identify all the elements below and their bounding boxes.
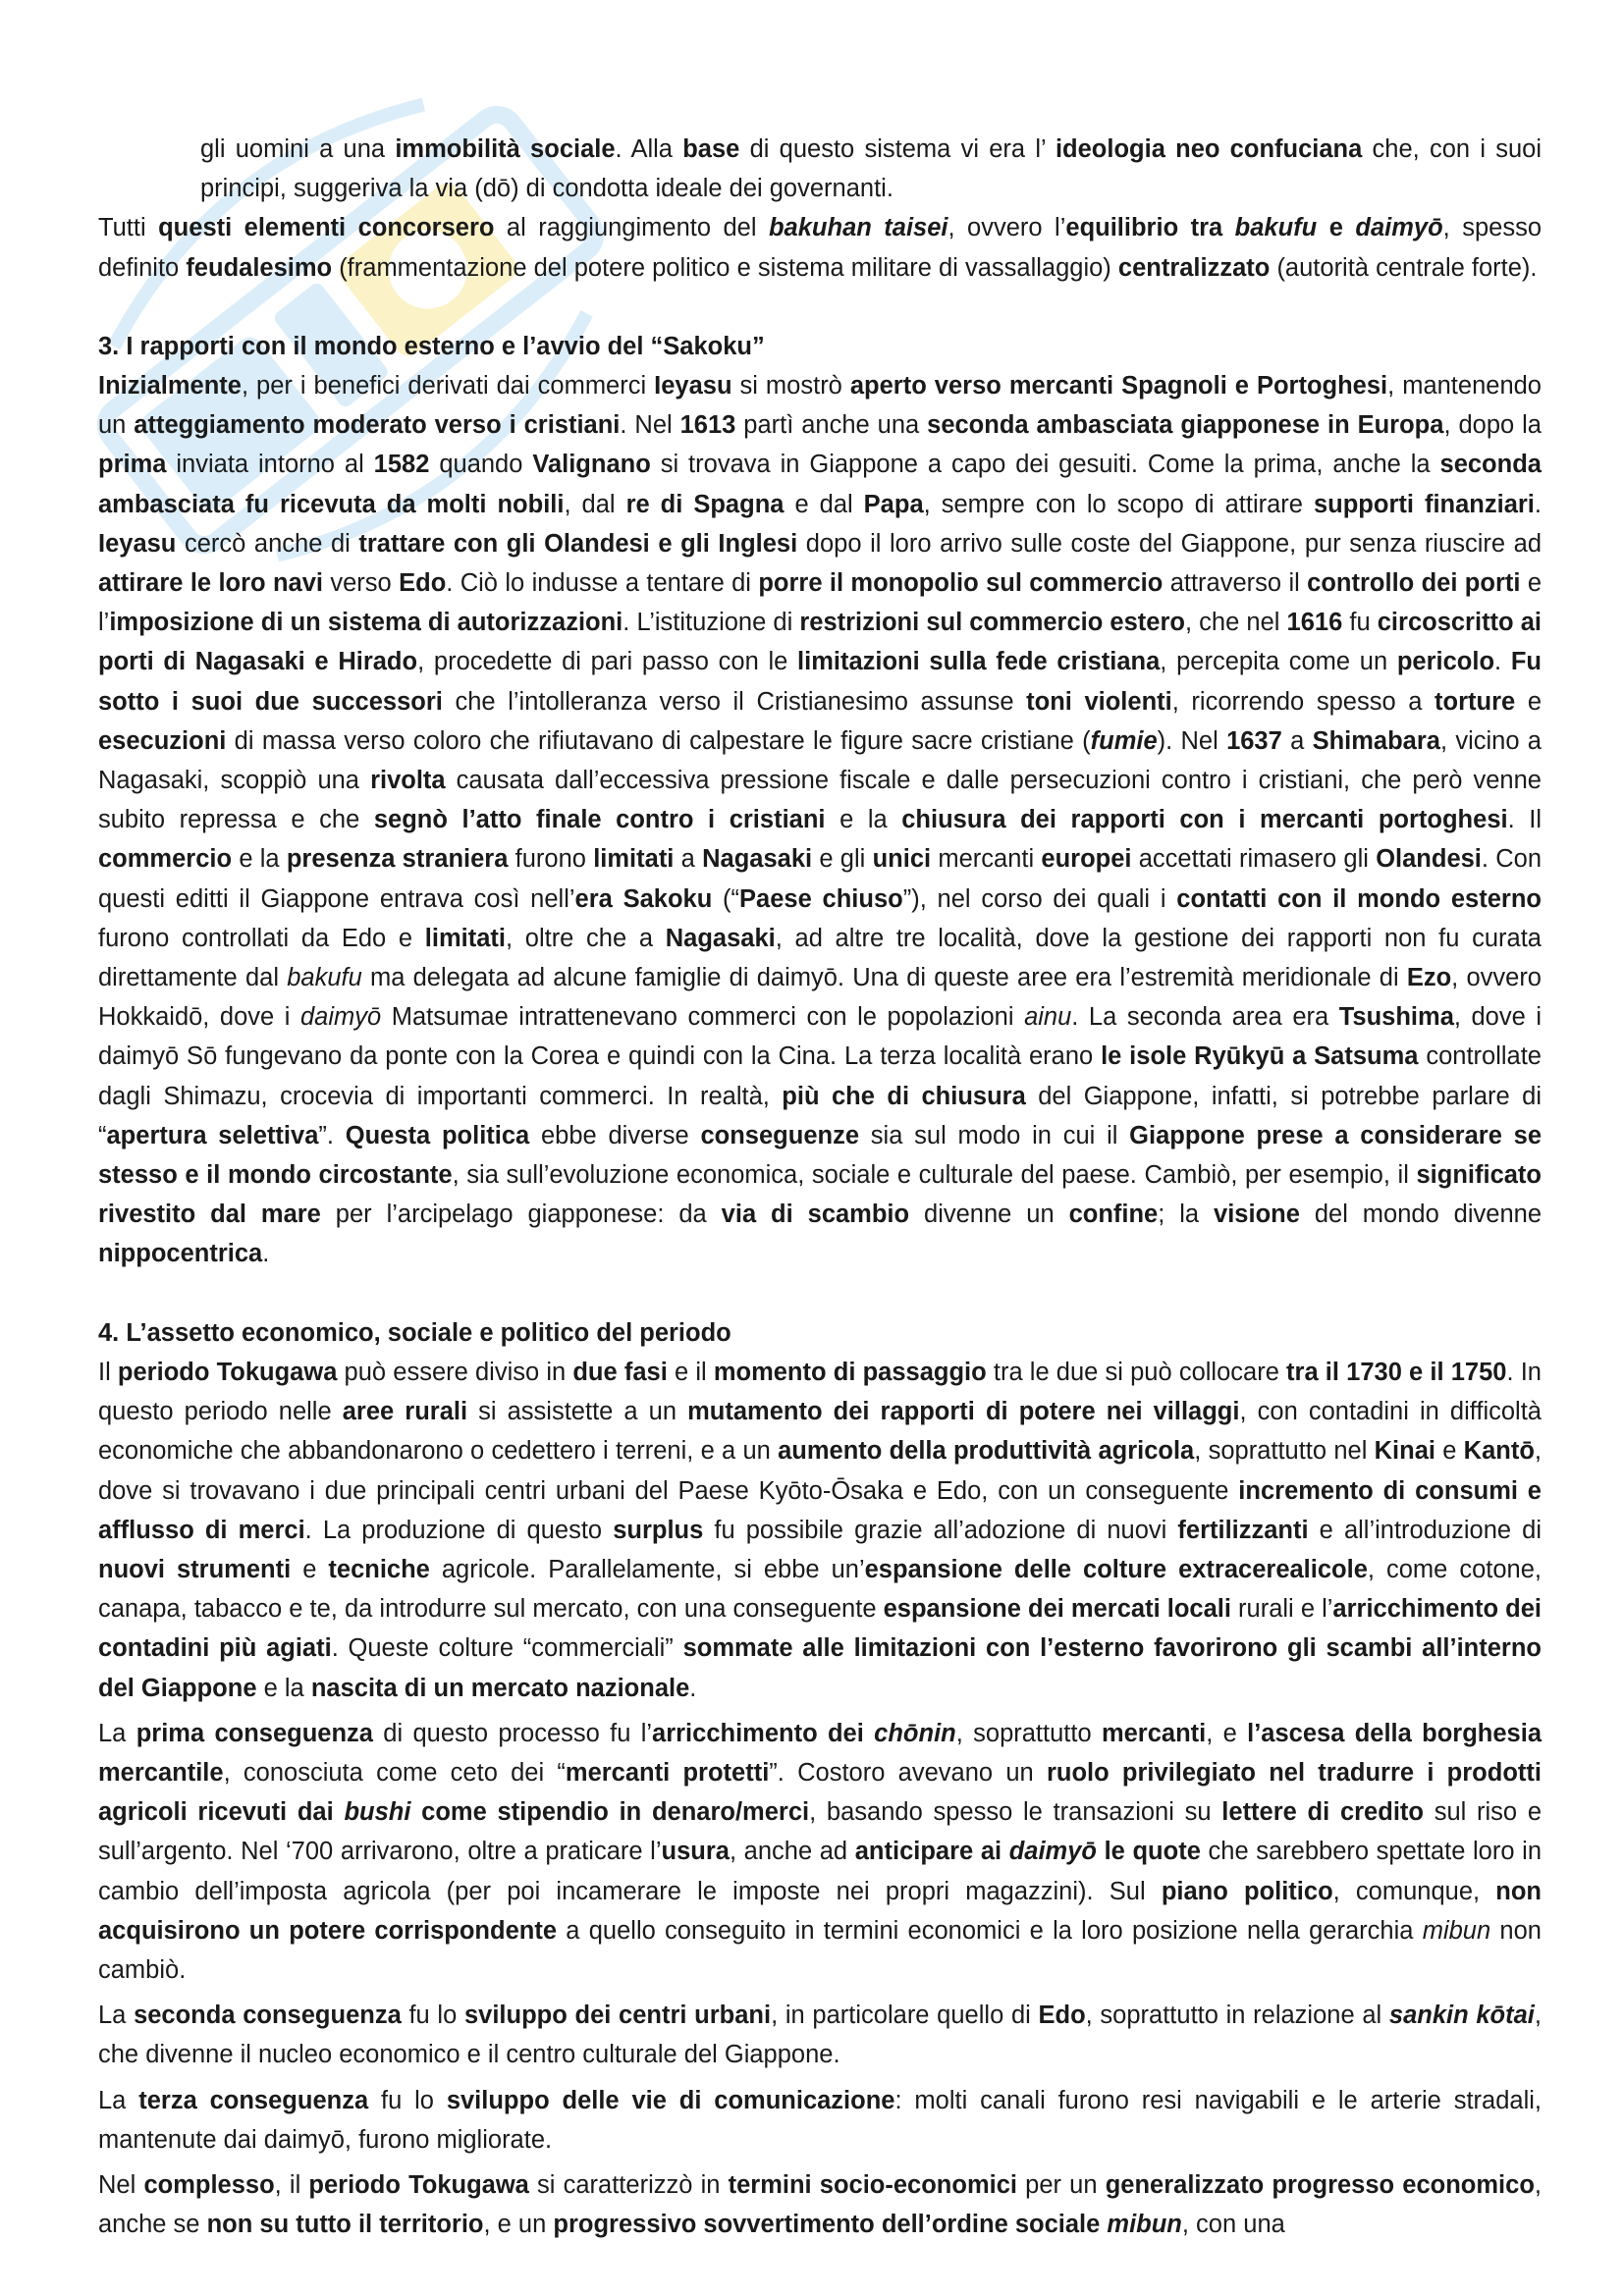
paragraph-bakuhan-taisei: Tutti questi elementi concorsero al raggiungimento del bakuhan taisei, ovvero l’equilibrio tra bakufu e daimyō, spesso definito feudalesimo (frammentazione del potere politico e sistema militare di vassallaggio) centralizzato (autorità centrale forte). xyxy=(98,214,1542,282)
paragraph-first-consequence: La prima conseguenza di questo processo fu l’arricchimento dei chōnin, soprattutto mercanti, e l’ascesa della borghesia mercantile, conosciuta come ceto dei “mercanti protetti”. Costoro avevano un ruolo privilegiato nel tradurre i prodotti agricoli ricevuti dai bushi come stipendio in denaro/merci, basando spesso le transazioni su lettere di credito sul riso e sull’argento. Nel ‘700 arrivarono, oltre a praticare l’usura, anche ad anticipare ai daimyō le quote che sarebbero spettate loro in cambio dell’imposta agricola (per poi incamerare le imposte nei propri magazzini). Sul piano politico, comunque, non acquisirono un potere corrispondente a quello conseguito in termini economici e la loro posizione nella gerarchia mibun non cambiò. xyxy=(98,1719,1543,1984)
paragraph-sakoku: Inizialmente, per i benefici derivati dai commerci Ieyasu si mostrò aperto verso mercanti Spagnoli e Portoghesi, mantenendo un atteggiamento moderato verso i cristiani. Nel 1613 partì anche una seconda ambasciata giapponese in Europa, dopo la prima inviata intorno al 1582 quando Valignano si trovava in Giappone a capo dei gesuiti. Come la prima, anche la seconda ambasciata fu ricevuta da molti nobili, dal re di Spagna e dal Papa, sempre con lo scopo di attirare supporti finanziari. Ieyasu cercò anche di trattare con gli Olandesi e gli Inglesi dopo il loro arrivo sulle coste del Giappone, pur senza riuscire ad attirare le loro navi verso Edo. Ciò lo indusse a tentare di porre il monopolio sul commercio attraverso il controllo dei porti e l’imposizione di un sistema di autorizzazioni. L’istituzione di restrizioni sul commercio estero, che nel 1616 fu circoscritto ai porti di Nagasaki e Hirado, procedette di pari passo con le limitazioni sulla fede cristiana, percepita come un pericolo. Fu sotto i suoi due successori che l’intolleranza verso il Cristianesimo assunse toni violenti, ricorrendo spesso a torture e esecuzioni di massa verso coloro che rifiutavano di calpestare le figure sacre cristiane (fumie). Nel 1637 a Shimabara, vicino a Nagasaki, scoppiò una rivolta causata dall’eccessiva pressione fiscale e dalle persecuzioni contro i cristiani, che però venne subito repressa e che segnò l’atto finale contro i cristiani e la chiusura dei rapporti con i mercanti portoghesi. Il commercio e la presenza straniera furono limitati a Nagasaki e gli unici mercanti europei accettati rimasero gli Olandesi. Con questi editti il Giappone entrava così nell’era Sakoku (“Paese chiuso”), nel corso dei quali i contatti con il mondo esterno furono controllati da Edo e limitati, oltre che a Nagasaki, ad altre tre località, dove la gestione dei rapporti non fu curata direttamente dal bakufu ma delegata ad alcune famiglie di daimyō. Una di queste aree era l’estremità meridionale di Ezo, ovvero Hokkaidō, dove i daimyō Matsumae intrattenevano commerci con le popolazioni ainu. La seconda area era Tsushima, dove i daimyō Sō fungevano da ponte con la Corea e quindi con la Cina. La terza località erano le isole Ryūkyū a Satsuma controllate dagli Shimazu, crocevia di importanti commerci. In realtà, più che di chiusura del Giappone, infatti, si potrebbe parlare di “apertura selettiva”. Questa politica ebbe diverse conseguenze sia sul modo in cui il Giappone prese a considerare se stesso e il mondo circostante, sia sull’evoluzione economica, sociale e culturale del paese. Cambiò, per esempio, il significato rivestito dal mare per l’arcipelago giapponese: da via di scambio divenne un confine; la visione del mondo divenne nippocentrica. xyxy=(98,372,1543,1268)
section-heading-4: 4. L’assetto economico, sociale e politico del periodo xyxy=(98,1318,731,1347)
document-body xyxy=(98,130,1542,2244)
paragraph-overall: Nel complesso, il periodo Tokugawa si caratterizzò in termini socio-economici per un generalizzato progresso economico, anche se non su tutto il territorio, e un progressivo sovvertimento dell’ordine sociale mibun, con una xyxy=(98,2170,1542,2239)
paragraph-third-consequence: La terza conseguenza fu lo sviluppo delle vie di comunicazione: molti canali furono resi navigabili e le arterie stradali, mantenute dai daimyō, furono migliorate. xyxy=(98,2086,1542,2154)
paragraph-intro-continued: gli uomini a una immobilità sociale. Alla base di questo sistema vi era l’ ideologia neo confuciana che, con i suoi principi, suggeriva la via (dō) di condotta ideale dei governanti. xyxy=(200,135,1543,203)
paragraph-second-consequence: La seconda conseguenza fu lo sviluppo dei centri urbani, in particolare quello di Edo, soprattutto in relazione al sankin kōtai, che divenne il nucleo economico e il centro culturale del Giappone. xyxy=(98,2002,1542,2069)
paragraph-tokugawa-phases: Il periodo Tokugawa può essere diviso in due fasi e il momento di passaggio tra le due si può collocare tra il 1730 e il 1750. In questo periodo nelle aree rurali si assistette a un mutamento dei rapporti di potere nei villaggi, con contadini in difficoltà economiche che abbandonarono o cedettero i terreni, e a un aumento della produttività agricola, soprattutto nel Kinai e Kantō, dove si trovavano i due principali centri urbani del Paese Kyōto-Ōsaka e Edo, con un conseguente incremento di consumi e afflusso di merci. La produzione di questo surplus fu possibile grazie all’adozione di nuovi fertilizzanti e all’introduzione di nuovi strumenti e tecniche agricole. Parallelamente, si ebbe un’espansione delle colture extracerealicole, come cotone, canapa, tabacco e te, da introdurre sul mercato, con una conseguente espansione dei mercati locali rurali e l’arricchimento dei contadini più agiati. Queste colture “commerciali” sommate alle limitazioni con l’esterno favorirono gli scambi all’interno del Giappone e la nascita di un mercato nazionale. xyxy=(98,1358,1543,1702)
section-heading-3: 3. I rapporti con il mondo esterno e l’avvio del “Sakoku” xyxy=(98,332,765,360)
